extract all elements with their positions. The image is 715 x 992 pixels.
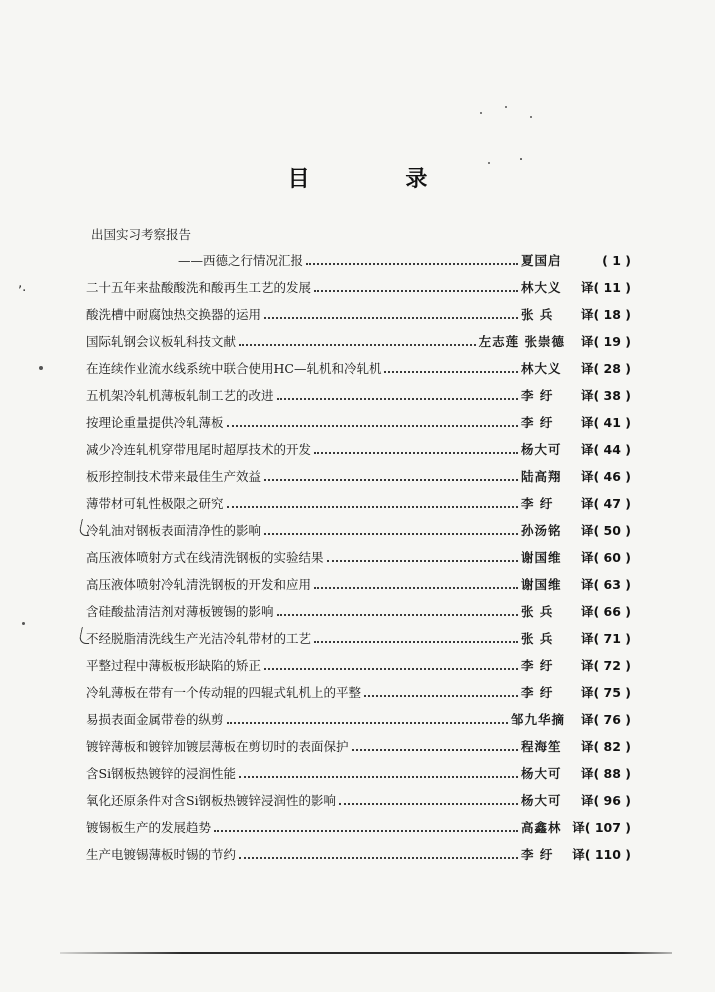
toc-entry-title: 镀锡板生产的发展趋势 [86, 820, 212, 835]
toc-entry-title: 高压液体喷射方式在线清洗钢板的实验结果 [86, 550, 324, 565]
toc-entry-title: 生产电镀锡薄板时锡的节约 [86, 847, 237, 862]
toc-entry [86, 410, 631, 430]
toc-entry-title: 含硅酸盐清洁剂对薄板镀锡的影响 [86, 604, 274, 619]
toc-leader-dots [314, 641, 518, 643]
toc-entry-page: 译( 28 ) [580, 361, 631, 376]
toc-entry-page: 译( 110 ) [572, 847, 631, 862]
toc-entry-title: 含Si钢板热镀锌的浸润性能 [86, 766, 237, 781]
toc-leader-dots [227, 425, 518, 427]
toc-leader-dots [227, 506, 518, 508]
toc-entry-title: 按理论重量提供冷轧薄板 [86, 415, 224, 430]
toc-entry [86, 518, 631, 538]
toc-entry-title: 不经脱脂清洗线生产光洁冷轧带材的工艺 [86, 631, 312, 646]
scan-speck [530, 116, 532, 118]
scan-speck [488, 162, 490, 164]
toc-entry-page: 译( 82 ) [580, 739, 631, 754]
toc-entry-page: 译( 71 ) [580, 631, 631, 646]
toc-entry-author: 高鑫林 [521, 820, 562, 835]
toc-entry-title: 易损表面金属带卷的纵剪 [86, 712, 224, 727]
toc-leader-dots [352, 749, 518, 751]
toc-entry-title: 冷轧油对钢板表面清净性的影响 [86, 523, 262, 538]
toc-entry-author: 谢国维 [521, 550, 562, 565]
toc-leader-dots [339, 803, 518, 805]
scan-speck [520, 158, 522, 160]
toc-entry-page: 译( 50 ) [580, 523, 631, 538]
toc-entry-page: 译( 38 ) [580, 388, 631, 403]
toc-leader-dots [277, 398, 518, 400]
toc-entry-author: 杨大可 [521, 442, 562, 457]
toc-entry [86, 707, 631, 727]
bottom-scan-line [60, 952, 672, 954]
toc-entry-author: 杨大可 [521, 766, 562, 781]
toc-entry-page: 译( 76 ) [580, 712, 631, 727]
toc-leader-dots [277, 614, 518, 616]
toc-entry [86, 815, 631, 835]
toc-entry-author: 李 纡 [521, 685, 554, 700]
scan-speck [39, 366, 43, 370]
toc-entry-author: 李 纡 [521, 658, 554, 673]
toc-entry-author: 李 纡 [521, 415, 554, 430]
toc-entry-page: 译( 75 ) [580, 685, 631, 700]
toc-leader-dots [239, 857, 518, 859]
toc-entry-title: 镀锌薄板和镀锌加镀层薄板在剪切时的表面保护 [86, 739, 349, 754]
margin-scribble-mark: ʼ· [18, 284, 27, 299]
toc-leader-dots [314, 587, 518, 589]
toc-entry [86, 572, 631, 592]
section-heading: 出国实习考察报告 [91, 227, 192, 242]
scan-speck [22, 622, 25, 625]
toc-entry [86, 626, 631, 646]
toc-entry [86, 680, 631, 700]
toc-entry-author: 邹九华摘 [510, 712, 565, 727]
toc-entry-author: 张 兵 [521, 307, 554, 322]
toc-entry [86, 383, 631, 403]
toc-entry-title: 高压液体喷射冷轧清洗钢板的开发和应用 [86, 577, 312, 592]
toc-entry-page: 译( 41 ) [580, 415, 631, 430]
toc-leader-dots [314, 290, 518, 292]
toc-entry-page: 译( 11 ) [580, 280, 631, 295]
scan-speck [480, 112, 482, 114]
toc-entry-author: 陆高翔 [521, 469, 562, 484]
scan-speck [505, 106, 507, 108]
toc-leader-dots [264, 533, 518, 535]
toc-entry-author: 张 兵 [521, 604, 554, 619]
toc-entry-page: 译( 18 ) [580, 307, 631, 322]
toc-leader-dots [327, 560, 518, 562]
toc-entry-title: 在连续作业流水线系统中联合使用HC—轧机和冷轧机 [86, 361, 382, 376]
toc-entry [86, 734, 631, 754]
toc-entry [86, 464, 631, 484]
toc-leader-dots [384, 371, 518, 373]
toc-entry [86, 437, 631, 457]
toc-entry-title: 酸洗槽中耐腐蚀热交换器的运用 [86, 307, 262, 322]
toc-entry-title: 薄带材可轧性极限之研究 [86, 496, 224, 511]
toc-leader-dots [239, 344, 476, 346]
toc-entry-page: 译( 63 ) [580, 577, 631, 592]
toc-entry-title: 氧化还原条件对含Si钢板热镀锌浸润性的影响 [86, 793, 337, 808]
toc-entry [86, 302, 631, 322]
toc-entry-author: 张 兵 [521, 631, 554, 646]
toc-leader-dots [314, 452, 518, 454]
toc-entry-page: 译( 46 ) [580, 469, 631, 484]
toc-entry [86, 761, 631, 781]
toc-entry-page: ( 1 ) [602, 253, 631, 268]
toc-entry-page: 译( 60 ) [580, 550, 631, 565]
toc-entry-author: 夏国启 [521, 253, 562, 268]
toc-entry-title: 冷轧薄板在带有一个传动辊的四辊式轧机上的平整 [86, 685, 362, 700]
toc-entry-page: 译( 88 ) [580, 766, 631, 781]
toc-entry-author: 孙汤铭 [521, 523, 562, 538]
toc-entry-author: 李 纡 [521, 496, 554, 511]
toc-entry-author: 林大义 [521, 361, 562, 376]
toc-entry [86, 842, 631, 862]
toc-entry-page: 译( 66 ) [580, 604, 631, 619]
toc-leader-dots [214, 830, 518, 832]
toc-entry-author: 杨大可 [521, 793, 562, 808]
toc-entry-page: 译( 72 ) [580, 658, 631, 673]
toc-entry-author: 程海笙 [521, 739, 562, 754]
toc-leader-dots [264, 317, 518, 319]
toc-entry [86, 599, 631, 619]
toc-entry-page: 译( 96 ) [580, 793, 631, 808]
page-title: 目 录 [287, 167, 472, 192]
toc-entry [86, 356, 631, 376]
toc-entry-author: 左志莲 张崇德 [478, 334, 565, 349]
toc-entry-title: 平整过程中薄板板形缺陷的矫正 [86, 658, 262, 673]
toc-entry-title: 减少冷连轧机穿带甩尾时超厚技术的开发 [86, 442, 312, 457]
toc-leader-dots [239, 776, 518, 778]
toc-entry-author: 谢国维 [521, 577, 562, 592]
toc-entry [86, 788, 631, 808]
toc-entry [86, 329, 631, 349]
toc-entry [178, 248, 631, 268]
toc-entry-title: ——西德之行情况汇报 [178, 253, 304, 268]
toc-entry-title: 国际轧钢会议板轧科技文献 [86, 334, 237, 349]
toc-leader-dots [264, 668, 518, 670]
toc-entry-author: 林大义 [521, 280, 562, 295]
toc-entry-page: 译( 44 ) [580, 442, 631, 457]
toc-entry-title: 五机架冷轧机薄板轧制工艺的改进 [86, 388, 274, 403]
toc-entry [86, 275, 631, 295]
toc-entry-page: 译( 19 ) [580, 334, 631, 349]
toc-entry-page: 译( 47 ) [580, 496, 631, 511]
toc-entry-title: 板形控制技术带来最佳生产效益 [86, 469, 262, 484]
toc-leader-dots [364, 695, 518, 697]
toc-entry-author: 李 纡 [521, 847, 554, 862]
toc-entry-author: 李 纡 [521, 388, 554, 403]
toc-entry [86, 491, 631, 511]
toc-leader-dots [306, 263, 518, 265]
toc-entry [86, 545, 631, 565]
toc-entry [86, 653, 631, 673]
toc-leader-dots [264, 479, 518, 481]
toc-entry-title: 二十五年来盐酸酸洗和酸再生工艺的发展 [86, 280, 312, 295]
toc-leader-dots [227, 722, 508, 724]
toc-entry-page: 译( 107 ) [572, 820, 631, 835]
